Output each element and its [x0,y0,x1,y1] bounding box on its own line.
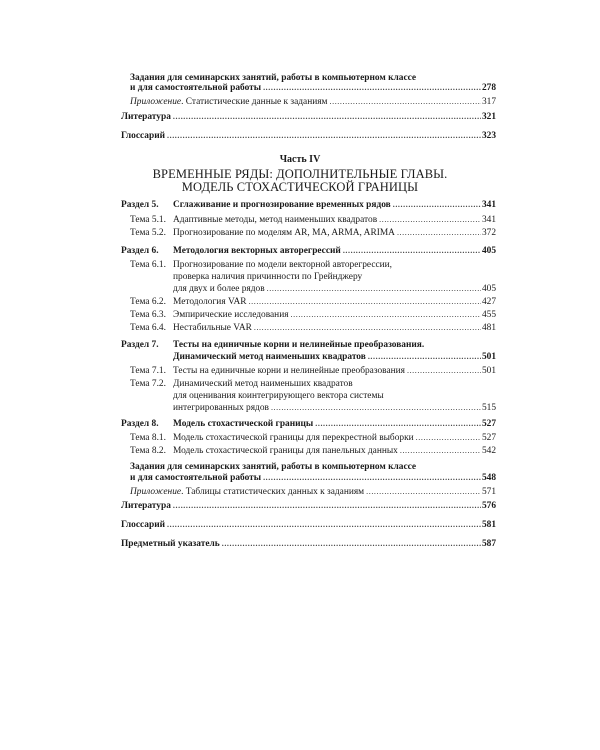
leader-dots [393,201,481,209]
topic-title: Эмпирические исследования [173,310,289,320]
toc-section-6[interactable] [173,246,496,257]
toc-page-number: 405 [481,246,496,256]
topic-title-line3: интегрированных рядов [173,403,269,413]
toc-page-number: 527 [481,419,496,429]
leader-dots [263,84,481,92]
leader-dots [366,488,481,496]
toc-page-number: 515 [481,403,496,413]
topic-title: Методология VAR [173,297,247,307]
toc-entry-literature-4[interactable] [121,501,496,512]
toc-page-number: 501 [481,352,496,362]
toc-page-number: 341 [481,215,496,225]
toc-appendix-label: Приложение. Статистические данные к заданиям [130,97,328,107]
toc-page-number: 278 [481,83,496,93]
toc-page-number: 576 [481,501,496,511]
leader-dots [173,113,481,121]
toc-topic-8-1[interactable] [173,433,496,444]
leader-dots [167,521,481,529]
topic-title-line2: для оценивания коинтегрирующего вектора системы [173,391,384,401]
toc-topic-5-2[interactable] [173,228,496,239]
part-subtitle-line1: ВРЕМЕННЫЕ РЯДЫ: ДОПОЛНИТЕЛЬНЫЕ ГЛАВЫ. [152,167,448,181]
toc-index-label: Предметный указатель [121,539,220,549]
toc-entry-seminar-4[interactable] [130,473,496,484]
toc-seminar-line2: и для самостоятельной работы [130,83,262,93]
toc-page-number: 455 [481,310,496,320]
toc-literature-label: Литература [121,112,171,122]
toc-topic-6-2[interactable] [173,297,496,308]
leader-dots [222,540,481,548]
leader-dots [271,404,481,412]
toc-page-number: 372 [481,228,496,238]
topic-number: Тема 7.2. [130,379,166,389]
toc-page-number: 542 [481,446,496,456]
toc-page-number: 405 [481,284,496,294]
toc-topic-7-2[interactable] [173,403,496,414]
toc-topic-6-4[interactable] [173,323,496,334]
leader-dots [249,298,481,306]
toc-page-number: 321 [481,112,496,122]
toc-seminar-line1: Задания для семинарских занятий, работы в компьютерном классе [130,73,417,83]
toc-entry-glossary[interactable] [121,131,496,142]
leader-dots [368,353,481,361]
toc-page-number: 317 [481,97,496,107]
toc-entry-seminar[interactable] [130,83,496,94]
toc-topic-6-3[interactable] [173,310,496,321]
toc-page-number: 481 [481,323,496,333]
part-title: Часть IV [279,154,321,165]
topic-title-line3: для двух и более рядов [173,284,265,294]
toc-seminar-line2: и для самостоятельной работы [130,473,262,483]
leader-dots [263,474,481,482]
topic-number: Тема 8.2. [130,446,166,456]
topic-number: Тема 6.2. [130,297,166,307]
toc-page-number: 548 [481,473,496,483]
topic-title-line2: проверка наличия причинности по Грейнджеру [173,272,363,282]
section-title: Методология векторных авторегрессий [173,246,341,256]
topic-number: Тема 5.2. [130,228,166,238]
section-title-line2: Динамический метод наименьших квадратов [173,352,366,362]
leader-dots [167,132,481,140]
toc-topic-8-2[interactable] [173,446,496,457]
leader-dots [407,367,481,375]
leader-dots [397,229,481,237]
toc-entry-glossary-4[interactable] [121,520,496,531]
toc-entry-appendix-4[interactable] [130,487,496,498]
leader-dots [267,285,481,293]
section-number: Раздел 6. [121,246,159,256]
topic-number: Тема 6.1. [130,260,166,270]
section-title-line1: Тесты на единичные корни и нелинейные преобразования. [173,340,425,350]
topic-number: Тема 7.1. [130,366,166,376]
toc-page-number: 527 [481,433,496,443]
section-number: Раздел 8. [121,419,159,429]
leader-dots [254,324,481,332]
leader-dots [291,311,481,319]
toc-entry-literature[interactable] [121,112,496,123]
section-title: Сглаживание и прогнозирование временных рядов [173,200,391,210]
toc-topic-5-1[interactable] [173,215,496,226]
toc-page-number: 427 [481,297,496,307]
topic-title-line1: Динамический метод наименьших квадратов [173,379,353,389]
leader-dots [173,502,481,510]
topic-number: Тема 5.1. [130,215,166,225]
leader-dots [416,434,481,442]
topic-title: Модель стохастической границы для перекрестной выборки [173,433,414,443]
toc-page-number: 323 [481,131,496,141]
leader-dots [330,98,481,106]
topic-title: Тесты на единичные корни и нелинейные преобразования [173,366,405,376]
toc-topic-6-1[interactable] [173,284,496,295]
toc-appendix-label: Приложение. Таблицы статистических данных к заданиям [130,487,365,497]
leader-dots [400,447,481,455]
toc-page-number: 341 [481,200,496,210]
topic-title: Нестабильные VAR [173,323,252,333]
toc-section-8[interactable] [173,419,496,430]
toc-seminar-line1: Задания для семинарских занятий, работы в компьютерном классе [130,462,417,472]
toc-page-number: 587 [481,539,496,549]
section-title: Модель стохастической границы [173,419,314,429]
toc-entry-index[interactable] [121,539,496,550]
topic-title: Модель стохастической границы для панельных данных [173,446,398,456]
section-number: Раздел 5. [121,200,159,210]
toc-section-5[interactable] [173,200,496,211]
toc-page-number: 501 [481,366,496,376]
toc-literature-label: Литература [121,501,171,511]
part-subtitle-line2: МОДЕЛЬ СТОХАСТИЧЕСКОЙ ГРАНИЦЫ [181,180,419,194]
toc-topic-7-1[interactable] [173,366,496,377]
topic-number: Тема 6.3. [130,310,166,320]
toc-glossary-label: Глоссарий [121,520,165,530]
toc-section-7[interactable] [173,352,496,363]
topic-title-line1: Прогнозирование по модели векторной авторегрессии, [173,260,393,270]
topic-number: Тема 8.1. [130,433,166,443]
toc-entry-appendix[interactable] [130,97,496,108]
topic-number: Тема 6.4. [130,323,166,333]
toc-page-number: 571 [481,487,496,497]
leader-dots [343,247,481,255]
topic-title: Адаптивные методы, метод наименьших квадратов [173,215,378,225]
toc-page-number: 581 [481,520,496,530]
section-number: Раздел 7. [121,340,159,350]
topic-title: Прогнозирование по моделям AR, MA, ARMA, ARIMA [173,228,395,238]
toc-glossary-label: Глоссарий [121,131,165,141]
leader-dots [379,216,481,224]
leader-dots [315,420,481,428]
